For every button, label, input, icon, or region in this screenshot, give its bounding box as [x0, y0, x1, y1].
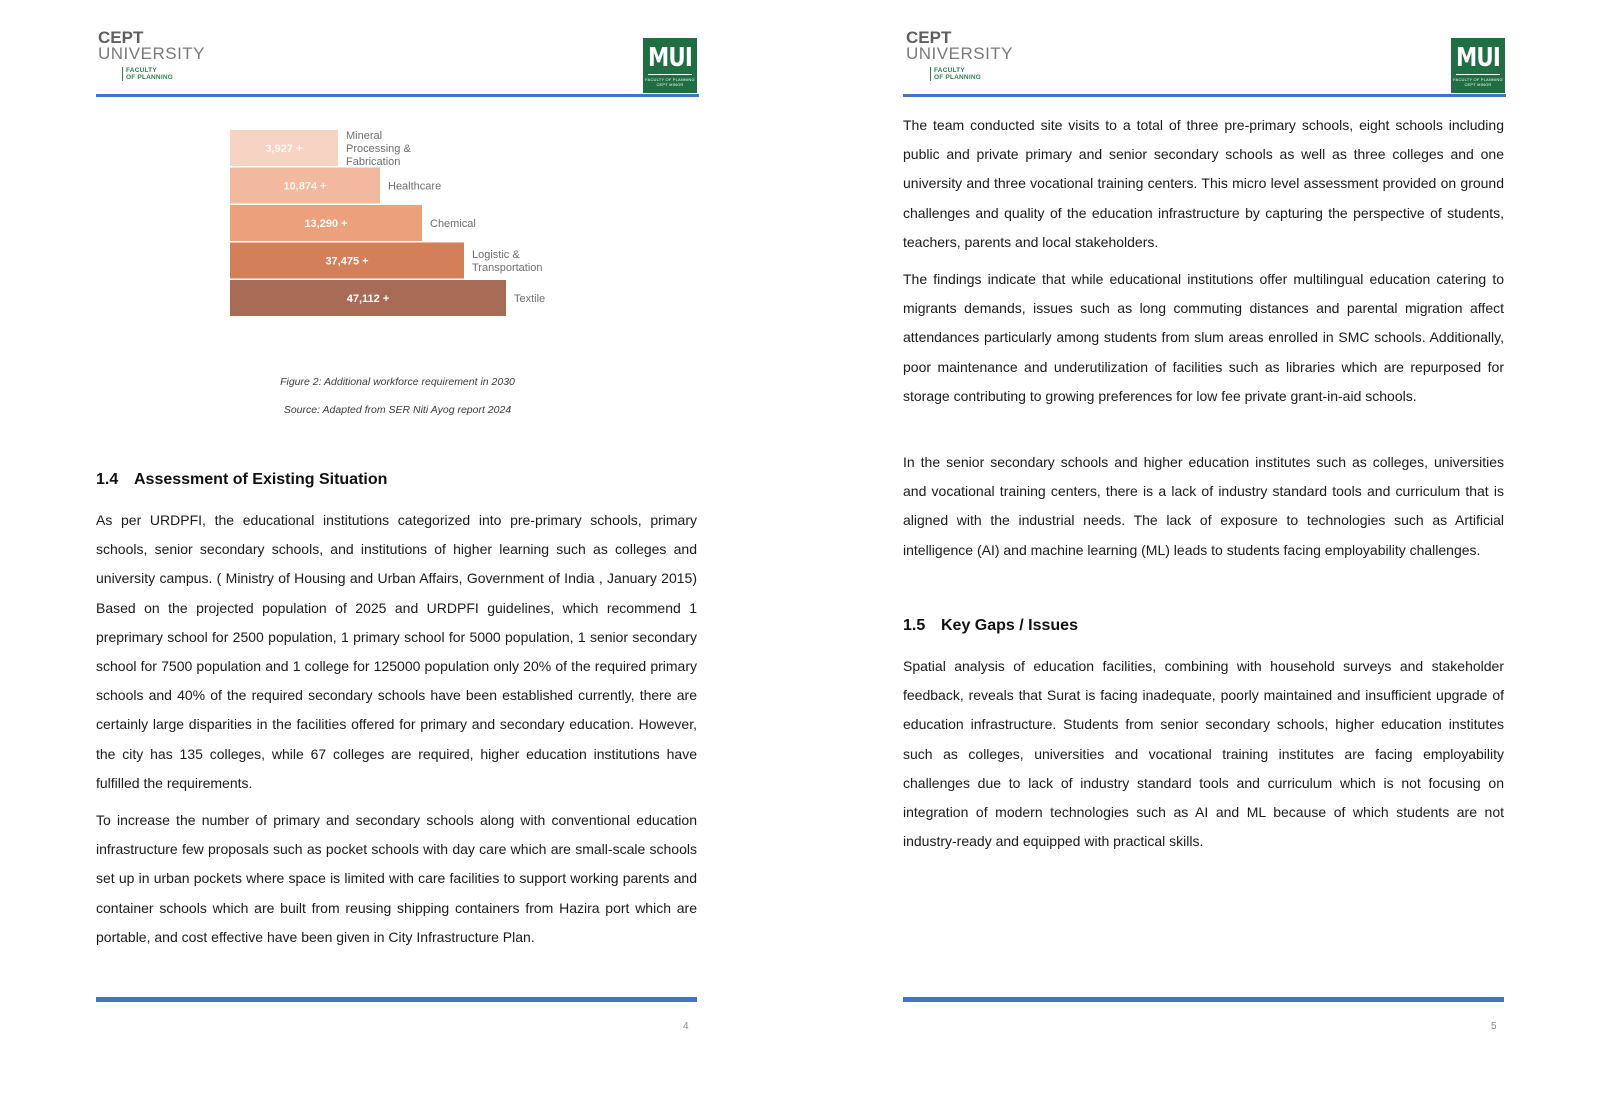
- section-title: Assessment of Existing Situation: [134, 471, 388, 488]
- chart-category-label: Chemical: [430, 218, 476, 230]
- mui-logo-subtext: [643, 77, 697, 87]
- section-heading-1-4: [96, 471, 387, 489]
- figure-caption: Figure 2: Additional workforce requirement in 2030: [280, 376, 515, 388]
- chart-value-label: 37,475 +: [325, 255, 369, 268]
- paragraph: In the senior secondary schools and higher education institutes such as colleges, universities and vocational training centers, there is a lack of industry standard tools and curriculum that is aligned with the industrial needs. The lack of exposure to technologies such as Artificial intelligence (AI) and machine learning (ML) leads to students facing employability challenges.: [903, 454, 1504, 558]
- header-rule: [903, 94, 1506, 97]
- mui-subtext-line1: FACULTY OF PLANNING: [645, 77, 695, 82]
- mui-subtext-line2: CEPT MINOR: [1464, 82, 1492, 87]
- page-number: 4: [683, 1021, 689, 1032]
- header-rule: [96, 94, 699, 97]
- mui-logo-text: MUI: [647, 43, 692, 73]
- chart-value-label: 13,290 +: [304, 218, 348, 230]
- paragraph: The findings indicate that while educational institutions offer multilingual education catering to migrants demands, issues such as long commuting distances and parental migration affect attendances particularly among students from slum areas enrolled in SMC schools. Additionally, poor maintenance and underutilization of facilities such as libraries which are repurposed for storage contributing to growing preferences for low fee private grant-in-aid schools.: [903, 271, 1504, 404]
- cept-logo-line2: UNIVERSITY: [98, 44, 206, 63]
- cept-university-logo: [906, 30, 1013, 81]
- cept-faculty-line1: FACULTY: [126, 67, 157, 74]
- section-number: 1.5: [903, 617, 926, 634]
- mui-logo-subtext: [1451, 77, 1505, 87]
- workforce-chart: [200, 118, 600, 328]
- mui-logo: [1451, 38, 1505, 93]
- mui-logo-divider: [1456, 74, 1500, 75]
- page-right: [808, 0, 1600, 1119]
- cept-faculty-line2: OF PLANNING: [934, 74, 981, 81]
- chart-value-label: 10,874 +: [283, 180, 327, 193]
- figure-source: Source: Adapted from SER Niti Ayog report 2024: [283, 404, 512, 416]
- cept-logo-line1: CEPT: [98, 28, 144, 47]
- mui-subtext-line2: CEPT MINOR: [656, 82, 684, 87]
- paragraph: To increase the number of primary and secondary schools along with conventional education infrastructure few proposals such as pocket schools with day care which are small-scale schools set up in urban pockets where space is limited with care facilities to support working parents and container schools which are built from reusing shipping containers from Hazira port which are portable, and cost effective have been given in City Infrastructure Plan.: [96, 812, 697, 945]
- chart-category-label: Healthcare: [388, 180, 442, 193]
- cept-university-logo: [98, 30, 205, 81]
- paragraph: As per URDPFI, the educational institutions categorized into pre-primary schools, primary schools, senior secondary schools, and institutions of higher learning such as colleges and university campus. ( Ministry of Housing and Urban Affairs, Government of India , January 2015) Based on the projected population of 2025 and URDPFI guidelines, which recommend 1 preprimary school for 2500 population, 1 primary school for 5000 population, 1 senior secondary school for 7500 population and 1 college for 125000 population only 20% of the required primary schools and 40% of the required secondary schools have been established currently, there are certainly large disparities in the facilities offered for primary and secondary education. However, the city has 135 colleges, while 67 colleges are required, higher education institutions have fulfilled the requirements.: [96, 512, 697, 791]
- chart-category-label: Mineral Processing & Fabrication: [346, 130, 411, 168]
- section-heading-1-5: [903, 617, 1078, 635]
- section-title: Key Gaps / Issues: [941, 617, 1078, 634]
- chart-category-label: Logistic & Transportation: [472, 249, 543, 274]
- mui-subtext-line1: FACULTY OF PLANNING: [1453, 77, 1503, 82]
- paragraph: The team conducted site visits to a total of three pre-primary schools, eight schools including public and private primary and senior secondary schools as well as three colleges and one university and three vocational training centers. This micro level assessment provided on ground challenges and quality of the education infrastructure by capturing the perspective of students, teachers, parents and local stakeholders.: [903, 117, 1504, 250]
- mui-logo-text: MUI: [1455, 43, 1500, 73]
- paragraph: Spatial analysis of education facilities, combining with household surveys and stakeholder feedback, reveals that Surat is facing inadequate, poorly maintained and insufficient upgrade of education infrastructure. Students from senior secondary schools, higher education institutes such as colleges, universities and vocational training institutes are facing employability challenges due to lack of industry standard tools and curriculum which is not focusing on integration of modern technologies such as AI and ML because of which students are not industry-ready and equipped with practical skills.: [903, 658, 1504, 850]
- mui-logo: [643, 38, 697, 93]
- page-number: 5: [1491, 1021, 1497, 1032]
- cept-logo-line2: UNIVERSITY: [906, 44, 1014, 63]
- cept-logo-faculty: [122, 67, 205, 81]
- footer-rule: [96, 997, 697, 1002]
- chart-category-label: Textile: [514, 293, 546, 305]
- cept-logo-line1: CEPT: [906, 28, 952, 47]
- cept-faculty-line2: OF PLANNING: [126, 74, 173, 81]
- mui-logo-divider: [648, 74, 692, 75]
- cept-logo-faculty: [930, 67, 1013, 81]
- footer-rule: [903, 997, 1504, 1002]
- section-number: 1.4: [96, 471, 119, 488]
- cept-faculty-line1: FACULTY: [934, 67, 965, 74]
- chart-value-label: 47,112 +: [346, 293, 390, 305]
- chart-value-label: 3,927 +: [265, 143, 303, 155]
